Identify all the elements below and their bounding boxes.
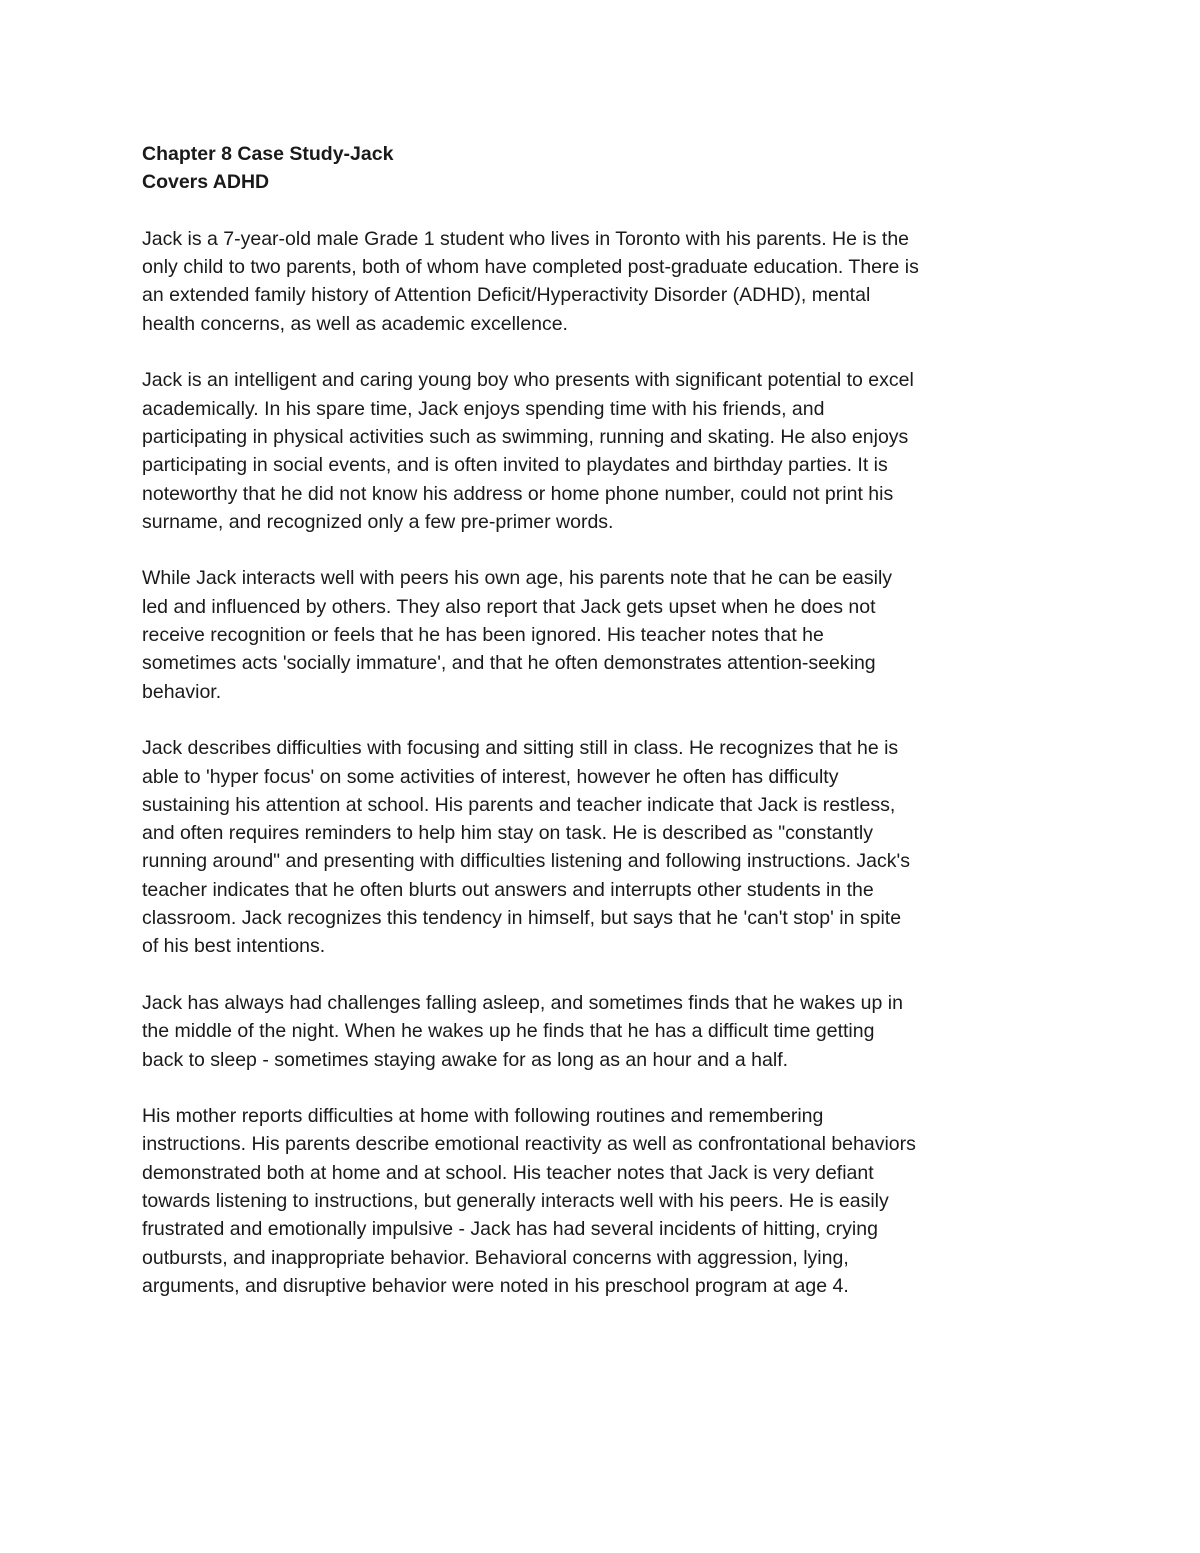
paragraph-line: noteworthy that he did not know his address or home phone number, could not print his xyxy=(142,482,894,505)
paragraph-line: health concerns, as well as academic excellence. xyxy=(142,312,568,335)
paragraph xyxy=(142,1102,1022,1300)
paragraph-line: behavior. xyxy=(142,680,222,703)
paragraph xyxy=(142,734,1022,960)
paragraph-line: Jack describes difficulties with focusing and sitting still in class. He recognizes that he is xyxy=(142,737,899,760)
paragraph-line: participating in physical activities such as swimming, running and skating. He also enjoys xyxy=(142,425,909,448)
paragraph xyxy=(142,225,1022,338)
paragraph-line: the middle of the night. When he wakes up he finds that he has a difficult time getting xyxy=(142,1020,875,1043)
paragraph-line: receive recognition or feels that he has been ignored. His teacher notes that he xyxy=(142,624,824,647)
paragraph-line: led and influenced by others. They also report that Jack gets upset when he does not xyxy=(142,595,876,618)
paragraph-list xyxy=(142,225,1022,1300)
paragraph-line: instructions. His parents describe emotional reactivity as well as confrontational behaviors xyxy=(142,1133,916,1156)
paragraph-line: an extended family history of Attention Deficit/Hyperactivity Disorder (ADHD), mental xyxy=(142,284,871,307)
paragraph-line: sustaining his attention at school. His parents and teacher indicate that Jack is restless, xyxy=(142,793,896,816)
document-subtitle: Covers ADHD xyxy=(142,171,270,194)
paragraph xyxy=(142,366,1022,536)
paragraph-line: Jack is a 7-year-old male Grade 1 student who lives in Toronto with his parents. He is the xyxy=(142,227,910,250)
document-title: Chapter 8 Case Study-Jack xyxy=(142,143,394,165)
paragraph-line: Jack is an intelligent and caring young boy who presents with significant potential to excel xyxy=(142,369,914,392)
paragraph-line: and often requires reminders to help him stay on task. He is described as "constantly xyxy=(142,822,873,845)
paragraph-line: running around" and presenting with difficulties listening and following instructions. Jack's xyxy=(142,850,910,873)
paragraph-line: surname, and recognized only a few pre-primer words. xyxy=(142,510,614,533)
paragraph-line: only child to two parents, both of whom have completed post-graduate education. There is xyxy=(142,256,919,279)
paragraph-line: participating in social events, and is often invited to playdates and birthday parties. It is xyxy=(142,454,888,477)
paragraph-line: of his best intentions. xyxy=(142,935,326,958)
paragraph xyxy=(142,989,1022,1074)
paragraph-line: frustrated and emotionally impulsive - Jack has had several incidents of hitting, crying xyxy=(142,1218,878,1241)
paragraph-line: academically. In his spare time, Jack enjoys spending time with his friends, and xyxy=(142,397,825,420)
paragraph-line: towards listening to instructions, but generally interacts well with his peers. He is easily xyxy=(142,1189,889,1212)
document-body xyxy=(142,140,1022,1328)
paragraph xyxy=(142,564,1022,705)
paragraph-line: arguments, and disruptive behavior were noted in his preschool program at age 4. xyxy=(142,1274,849,1297)
paragraph-line: outbursts, and inappropriate behavior. Behavioral concerns with aggression, lying, xyxy=(142,1246,849,1269)
paragraph-line: demonstrated both at home and at school. His teacher notes that Jack is very defiant xyxy=(142,1161,874,1184)
title-spacer xyxy=(142,197,1022,225)
paragraph-line: able to 'hyper focus' on some activities of interest, however he often has difficulty xyxy=(142,765,839,788)
paragraph-line: teacher indicates that he often blurts out answers and interrupts other students in the xyxy=(142,878,874,901)
paragraph-line: sometimes acts 'socially immature', and that he often demonstrates attention-seeking xyxy=(142,652,876,675)
paragraph-line: back to sleep - sometimes staying awake for as long as an hour and a half. xyxy=(142,1048,789,1071)
paragraph-line: Jack has always had challenges falling asleep, and sometimes finds that he wakes up in xyxy=(142,991,903,1014)
paragraph-line: His mother reports difficulties at home with following routines and remembering xyxy=(142,1105,824,1128)
paragraph-line: While Jack interacts well with peers his own age, his parents note that he can be easily xyxy=(142,567,893,590)
paragraph-line: classroom. Jack recognizes this tendency in himself, but says that he 'can't stop' in spite xyxy=(142,907,902,930)
